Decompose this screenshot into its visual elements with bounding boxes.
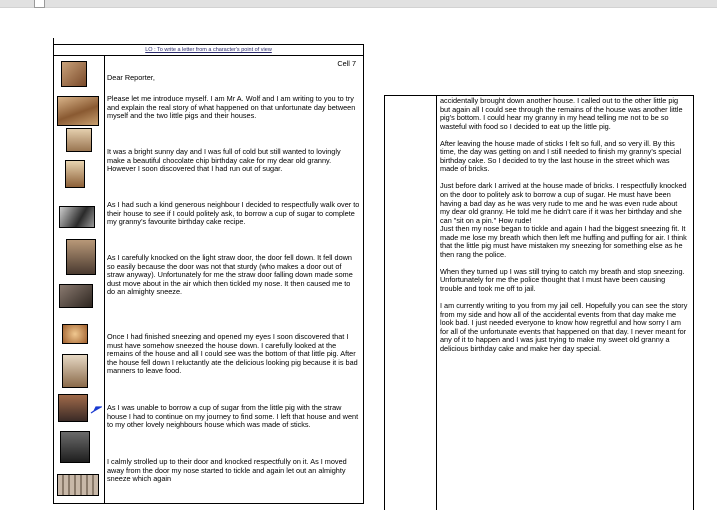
paragraph: accidentally brought down another house. I called out to the other little pig but again all I could see through the remains of the house was another little pig's bottom. I could hear my granny in my head telling me not to be so wasteful with food so I decided to eat up the little pig. <box>440 96 683 131</box>
wolf-baking-icon <box>66 128 92 152</box>
sneeze-icon <box>62 324 88 344</box>
letter-body <box>107 58 360 503</box>
straw-house-icon <box>66 239 96 275</box>
paragraph: Just then my nose began to tickle and again I had the biggest sneezing fit. It made me lose my breath which then left me huffing and puffing for air. I think that the little pig must have mistaken my sneezing for something else as he then rang the police. <box>440 224 687 259</box>
brick-house-icon <box>57 474 99 496</box>
paragraph: I am currently writing to you from my jail cell. Hopefully you can see the story from my side and how all of the accidental events from that day make me look bad. I just needed everyone to know how regretful and how sorry I am for all of the unfortunate events that happened on that day. I never meant for any of it to happen and I was just trying to make my sweet old granny a delicious birthday cake and make her day special. <box>440 301 688 353</box>
letter-page-right <box>384 95 694 510</box>
cell-label: Cell 7 <box>337 59 356 68</box>
paragraph: As I was unable to borrow a cup of sugar from the little pig with the straw house I had to continue on my journey to find some. I left that house and went to my other lovely neighbours house which was made of sticks. <box>107 403 359 430</box>
letter-body-continued <box>440 97 689 362</box>
paragraph: I calmly strolled up to their door and knocked respectfully on it. As I moved away from the door my nose started to tickle and again let out an almighty sneeze which again <box>107 457 347 484</box>
pig-bottom-icon <box>62 354 88 388</box>
paragraph: After leaving the house made of sticks I felt so full, and so very ill. By this time, the day was getting on and I still needed to finish my granny's special birthday cake. So I decided to try the last house in the street which was made of bricks. <box>440 138 682 174</box>
arrow-icon <box>90 401 102 409</box>
stick-house-icon <box>60 431 90 463</box>
picture-column <box>54 56 105 503</box>
greeting: Dear Reporter, <box>107 73 155 82</box>
paragraph: When they turned up I was still trying to catch my breath and stop sneezing. Unfortunately for me the police thought that I must have been causing trouble and took me off to jail. <box>440 266 685 294</box>
wolf-walking-icon <box>59 206 95 228</box>
learning-objective: LO : To write a letter from a character's point of view <box>54 45 363 56</box>
wolf-eating-icon <box>58 394 88 422</box>
toolbar-strip <box>0 0 717 8</box>
paragraph: It was a bright sunny day and I was full of cold but still wanted to lovingly make a beautiful chocolate chip birthday cake for my dear old granny. However I soon discovered that I had run out of sugar. <box>107 147 341 174</box>
paragraph: Once I had finished sneezing and opened my eyes I soon discovered that I must have somehow sneezed the house down. I carefully looked at the remains of the house and all I could see was the bottom of that little pig. After the house fell down I reluctantly ate the delicious looking pig because it is bad manners to leave food. <box>107 332 358 376</box>
paragraph: As I carefully knocked on the light straw door, the door fell down. It fell down so easily because the door was not that sturdy (who makes a door out of straw anyway). Unfortunately for me the straw door falling down made some dust move about in the air which then tickled my nose. It then caused me to do an almighty sneeze. <box>107 253 353 297</box>
wolf-face-icon <box>61 61 87 87</box>
letter-page-left <box>53 44 364 504</box>
paragraph: Please let me introduce myself. I am Mr A. Wolf and I am writing to you to try and explain the real story of what happened on that unfortunate day between myself and the two little pigs and their houses. <box>107 94 356 121</box>
paragraph: As I had such a kind generous neighbour I decided to respectfully walk over to their house to see if I could politely ask, to borrow a cup of sugar to complete my granny's favourite birthday cake recipe. <box>107 200 360 227</box>
checkbox[interactable] <box>34 0 45 8</box>
dust-cloud-icon <box>59 284 93 308</box>
sugar-bowl-icon <box>65 160 85 188</box>
paragraph: Just before dark I arrived at the house made of bricks. I respectfully knocked on the door to politely ask to borrow a cup of sugar. He must have been having a bad day as he was very rude to me and he was even rude about my dear old granny. He told me he didn't care if it was her birthday and she can "sit on a pin." How rude! <box>440 181 687 225</box>
wolf-face-icon <box>57 96 99 126</box>
column-divider <box>436 96 437 510</box>
